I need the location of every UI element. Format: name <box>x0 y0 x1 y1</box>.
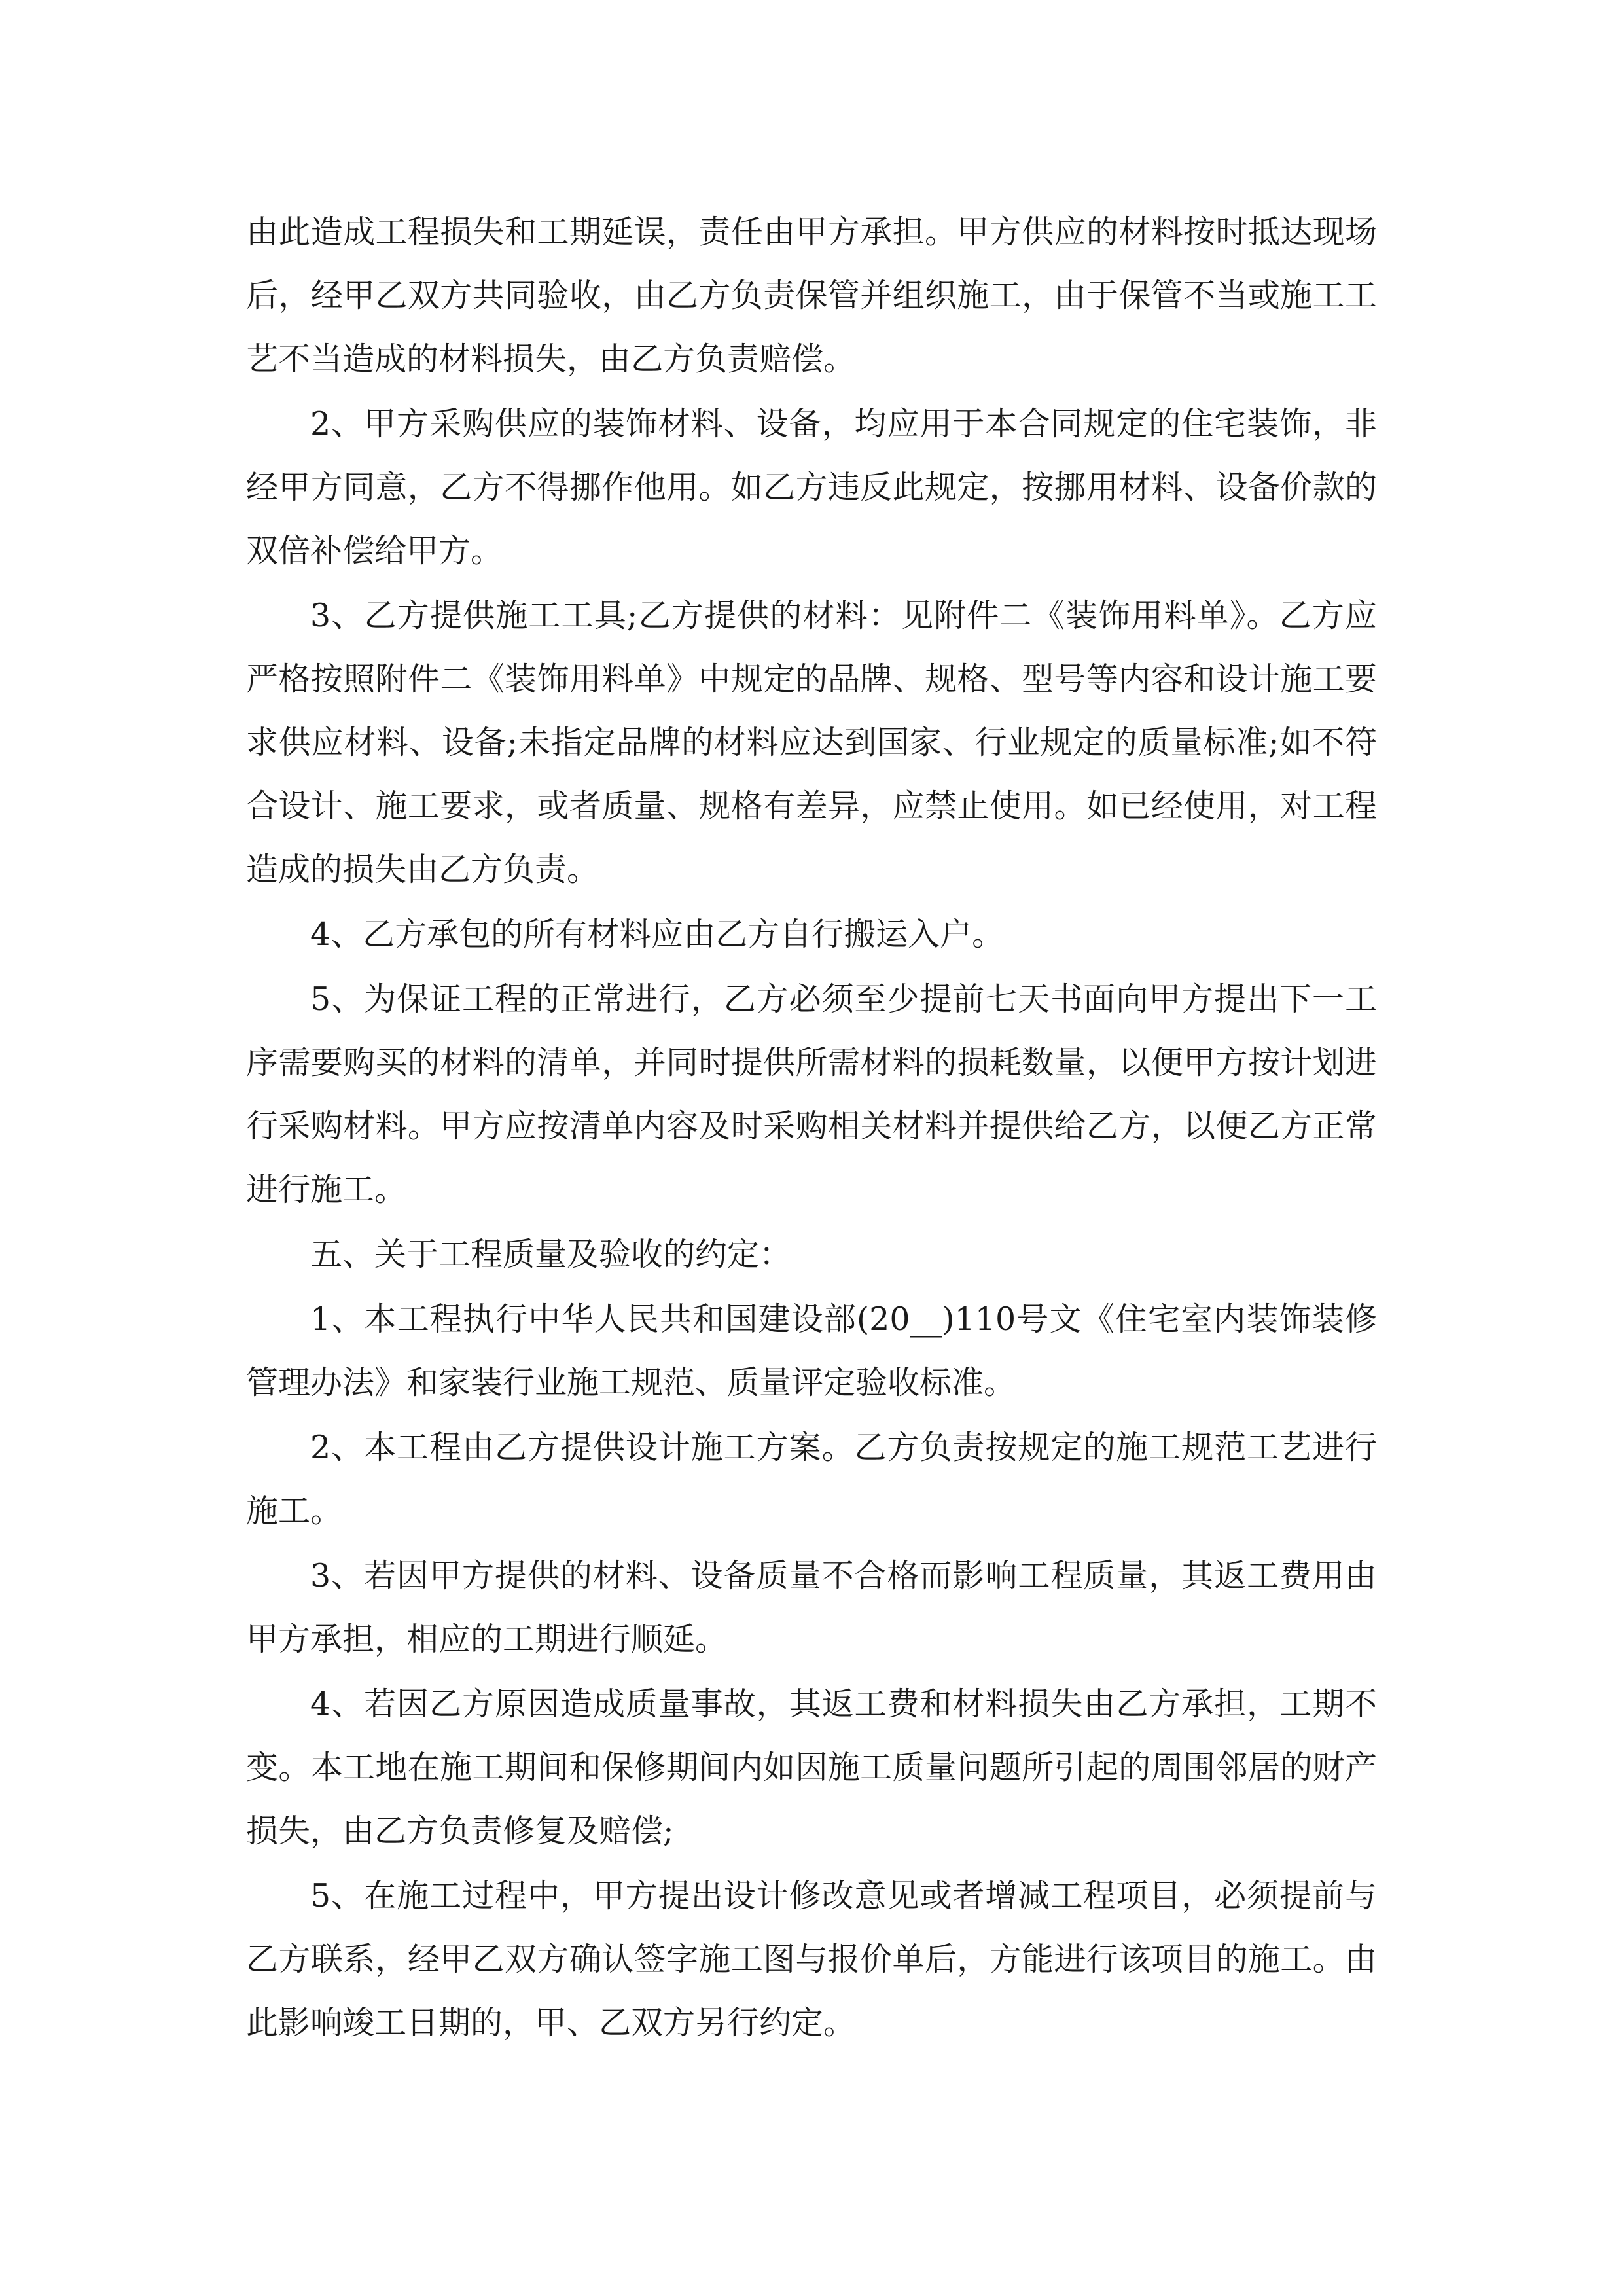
section-heading-quality-acceptance: 五、关于工程质量及验收的约定： <box>310 1236 792 1273</box>
paragraph-quality-2-design-plan: 2、本工程由乙方提供设计施工方案。乙方负责按规定的施工规范工艺进行施工。 <box>246 1429 1377 1530</box>
paragraph-quality-1-standards: 1、本工程执行中华人民共和国建设部(20__)110号文《住宅室内装饰装修管理办法》和家装行业施工规范、质量评定验收标准。 <box>246 1300 1377 1401</box>
paragraph-clause-3-tools-materials: 3、乙方提供施工工具;乙方提供的材料：见附件二《装饰用料单》。乙方应严格按照附件二《装饰用料单》中规定的品牌、规格、型号等内容和设计施工要求供应材料、设备;未指定品牌的材料应达到国家、行业规定的质量标准;如不符合设计、施工要求，或者质量、规格有差异，应禁止使用。如已经使用，对工程造成的损失由乙方负责。 <box>246 597 1377 888</box>
paragraph-quality-4-party-b-accidents: 4、若因乙方原因造成质量事故，其返工费和材料损失由乙方承担，工期不变。本工地在施工期间和保修期间内如因施工质量问题所引起的周围邻居的财产损失，由乙方负责修复及赔偿; <box>246 1685 1377 1850</box>
paragraph-clause-2-materials-use: 2、甲方采购供应的装饰材料、设备，均应用于本合同规定的住宅装饰，非经甲方同意，乙方不得挪作他用。如乙方违反此规定，按挪用材料、设备价款的双倍补偿给甲方。 <box>246 405 1377 569</box>
paragraph-quality-5-design-changes: 5、在施工过程中，甲方提出设计修改意见或者增减工程项目，必须提前与乙方联系，经甲乙双方确认签字施工图与报价单后，方能进行该项目的施工。由此影响竣工日期的，甲、乙双方另行约定。 <box>246 1877 1377 2041</box>
paragraph-clause-4-transport: 4、乙方承包的所有材料应由乙方自行搬运入户。 <box>310 916 1005 953</box>
document-body <box>246 200 1377 2056</box>
paragraph-clause-5-purchase-list: 5、为保证工程的正常进行，乙方必须至少提前七天书面向甲方提出下一工序需要购买的材料的清单，并同时提供所需材料的损耗数量，以便甲方按计划进行采购材料。甲方应按清单内容及时采购相关材料并提供给乙方，以便乙方正常进行施工。 <box>246 980 1377 1208</box>
paragraph-quality-3-party-a-materials: 3、若因甲方提供的材料、设备质量不合格而影响工程质量，其返工费用由甲方承担，相应的工期进行顺延。 <box>246 1557 1377 1658</box>
paragraph-continuation: 由此造成工程损失和工期延误，责任由甲方承担。甲方供应的材料按时抵达现场后，经甲乙双方共同验收，由乙方负责保管并组织施工，由于保管不当或施工工艺不当造成的材料损失，由乙方负责赔偿。 <box>246 213 1377 378</box>
